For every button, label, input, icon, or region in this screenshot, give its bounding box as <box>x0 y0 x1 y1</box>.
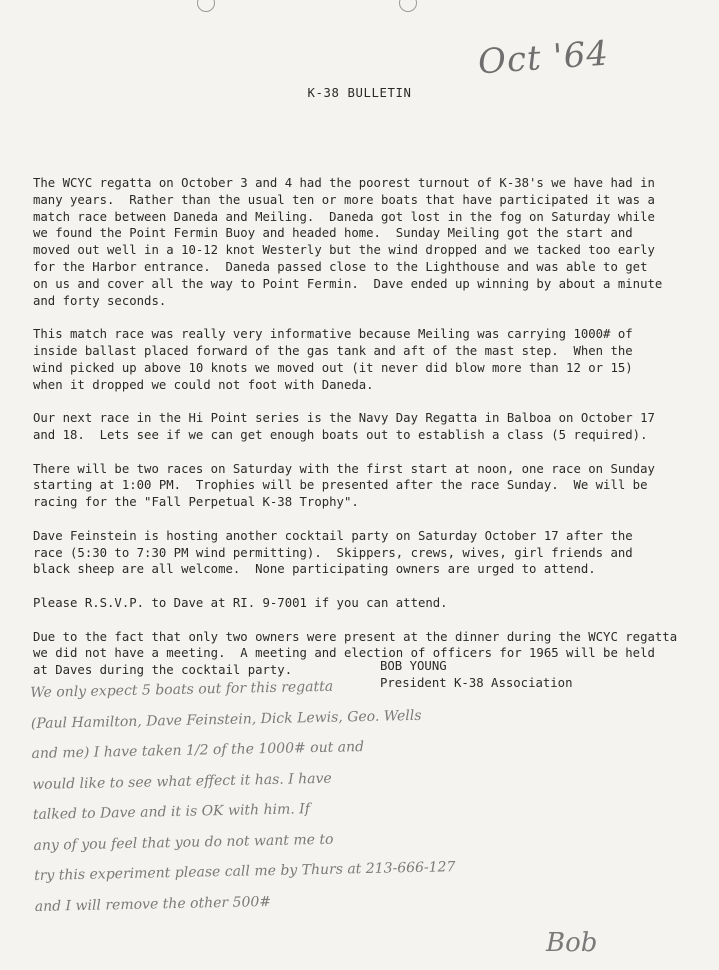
handwritten-signoff: Bob <box>546 928 598 958</box>
paragraph-rsvp: Please R.S.V.P. to Dave at RI. 9-7001 if you can attend. <box>33 595 448 610</box>
punch-hole-right <box>399 0 417 12</box>
paragraph-regatta-report: The WCYC regatta on October 3 and 4 had the poorest turnout of K-38's we have had in many years. Rather than the usual ten or more boats that have participated it was a match race between Daneda and Meiling. Daneda got lost in the fog on Saturday while we found the Point Fermin Buoy and headed home. Sunday Meiling got the start and moved out well in a 10-12 knot Westerly but the wind dropped and we tacked too early for the Harbor entrance. Daneda passed close to the Lighthouse and was able to get on us and cover all the way to Point Fermin. Dave ended up winning by about a minute and forty seconds. <box>33 176 663 308</box>
punch-hole-left <box>197 0 215 12</box>
paragraph-race-schedule: There will be two races on Saturday with the first start at noon, one race on Sunday starting at 1:00 PM. Trophies will be presented after the race Sunday. We will be racing for the "Fall Perpetual K-38 Trophy". <box>33 461 655 510</box>
handwritten-line: would like to see what effect it has. I have <box>32 770 332 793</box>
handwritten-line: and I will remove the other 500# <box>34 893 272 915</box>
handwritten-line: (Paul Hamilton, Dave Feinstein, Dick Lewis, Geo. Wells <box>30 707 422 732</box>
handwritten-line: talked to Dave and it is OK with him. If <box>32 801 311 823</box>
bulletin-body <box>33 175 713 696</box>
handwritten-note <box>30 664 719 922</box>
paragraph-cocktail-party: Dave Feinstein is hosting another cocktail party on Saturday October 17 after the race (5:30 to 7:30 PM wind permitting). Skippers, crews, wives, girl friends and black sheep are all welcome. None participating owners are urged to attend. <box>33 528 633 577</box>
handwritten-line: try this experiment please call me by Thurs at 213-666-127 <box>33 859 456 884</box>
signature-role: President K-38 Association <box>380 675 573 690</box>
handwritten-line: and me) I have taken 1/2 of the 1000# out and <box>31 739 365 762</box>
handwritten-date: Oct '64 <box>476 33 611 83</box>
paragraph-meeting: Due to the fact that only two owners were present at the dinner during the WCYC regatta we did not have a meeting. A meeting and election of officers for 1965 will be held at Daves during the cocktail party. <box>33 629 678 678</box>
bulletin-title: K-38 BULLETIN <box>307 86 412 100</box>
handwritten-line: We only expect 5 boats out for this regatta <box>30 678 334 701</box>
handwritten-line: any of you feel that you do not want me to <box>33 831 334 854</box>
paragraph-next-race: Our next race in the Hi Point series is the Navy Day Regatta in Balboa on October 17 and 18. Lets see if we can get enough boats out to establish a class (5 required). <box>33 411 655 442</box>
paragraph-ballast: This match race was really very informative because Meiling was carrying 1000# of inside ballast placed forward of the gas tank and aft of the mast step. When the wind picked up above 10 knots we moved out (it never did blow more than 12 or 15) when it dropped we could not foot with Daneda. <box>33 327 633 392</box>
signature-name: BOB YOUNG <box>380 659 447 673</box>
